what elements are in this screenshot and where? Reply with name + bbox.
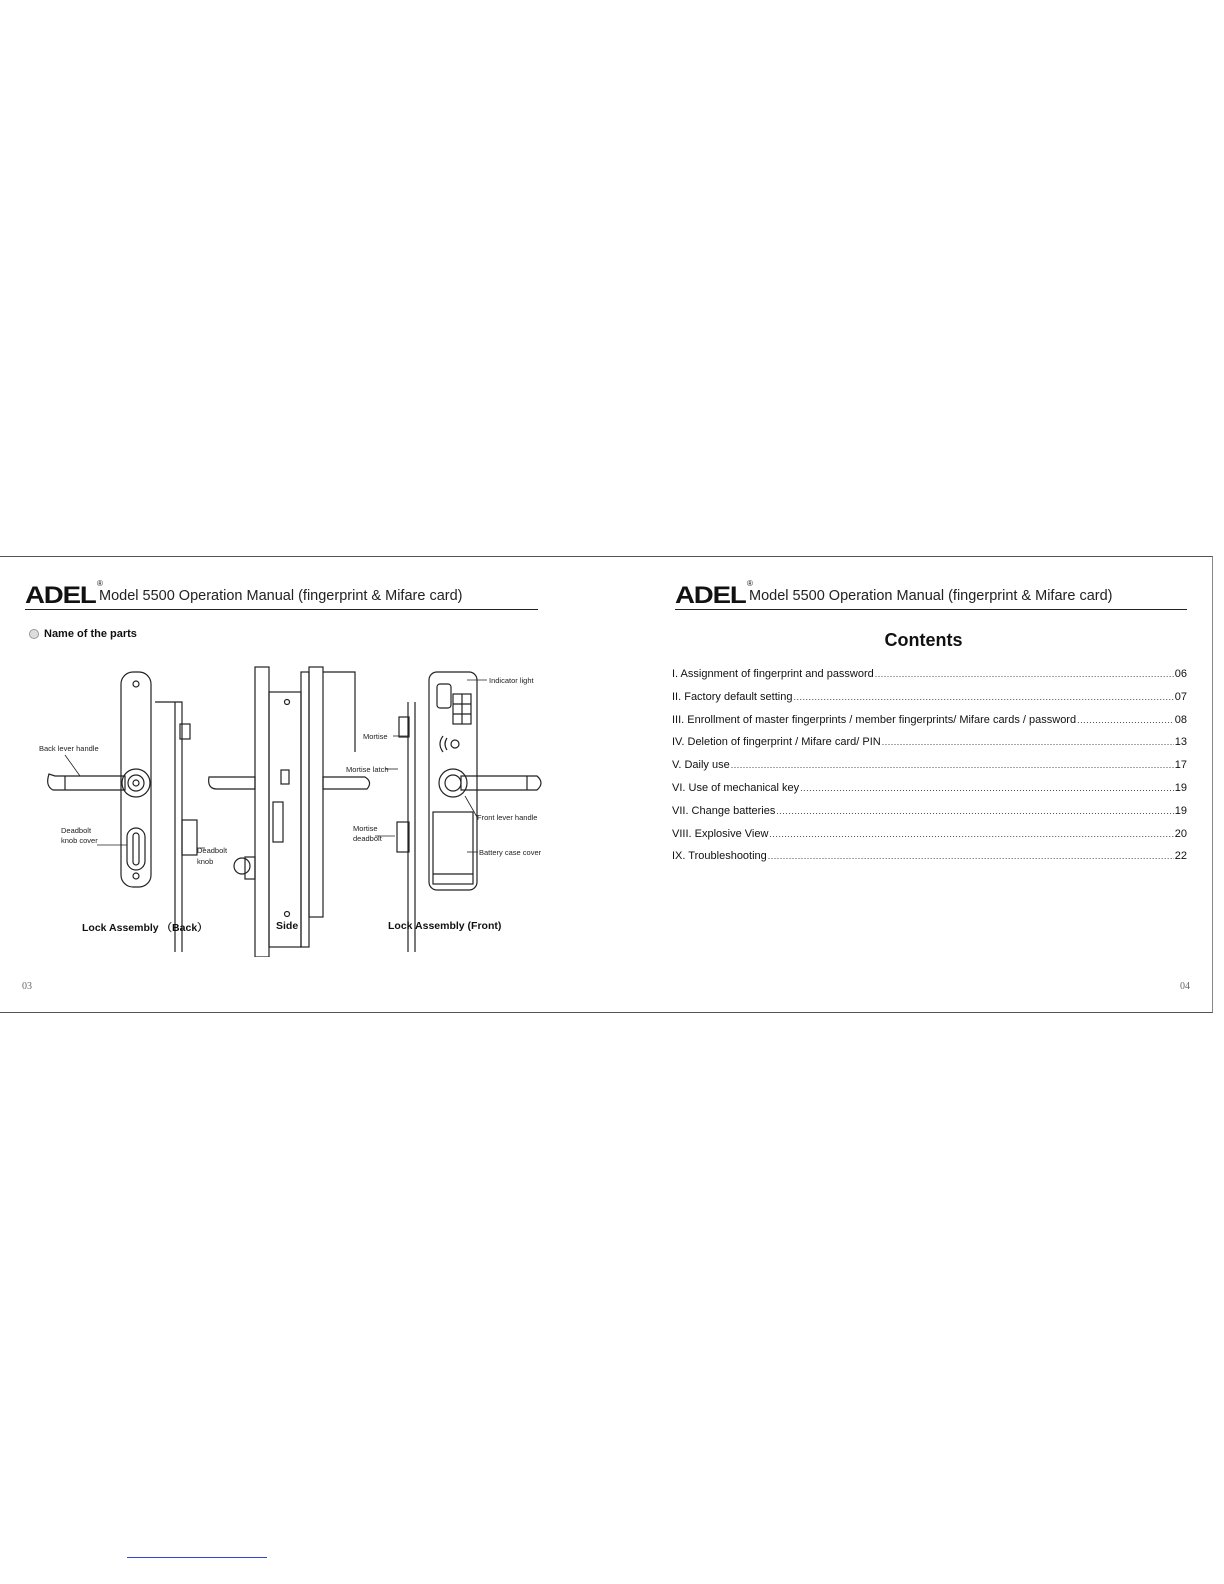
toc-entry[interactable]: V. Daily use ..... 17 (672, 759, 1187, 782)
hyperlink-underline[interactable] (127, 1557, 267, 1558)
caption-front: Lock Assembly (Front) (388, 920, 502, 932)
caption-side: Side (276, 920, 299, 932)
contents-title: Contents (884, 630, 963, 650)
caption-back: Lock Assembly （Back） (82, 922, 208, 934)
toc-entry[interactable]: III. Enrollment of master fingerprints / member fingerprints/ Mifare cards / password ..... 08 (672, 714, 1187, 737)
label-deadbolt-knob-1: Deadbolt (197, 846, 228, 855)
table-of-contents (672, 668, 1187, 873)
lock-parts-diagram (25, 652, 570, 957)
label-mortise-latch: Mortise latch (346, 765, 389, 774)
toc-entry[interactable]: VIII. Explosive View ..... 20 (672, 828, 1187, 851)
label-deadbolt-knob-cover-2: knob cover (61, 836, 98, 845)
toc-entry[interactable]: IX. Troubleshooting ..... 22 (672, 850, 1187, 873)
page-right (650, 557, 1212, 1012)
label-battery-case-cover: Battery case cover (479, 848, 542, 857)
label-indicator-light: Indicator light (489, 676, 534, 685)
page-left (0, 557, 600, 1012)
toc-entry[interactable]: I. Assignment of fingerprint and password ..... 06 (672, 668, 1187, 691)
page-number: 04 (1180, 981, 1190, 992)
section-title: Name of the parts (29, 628, 137, 640)
manual-title: Model 5500 Operation Manual (fingerprint & Mifare card) (99, 588, 463, 604)
brand-logo: ADEL (675, 582, 746, 609)
back-lever-handle (48, 774, 125, 790)
side-plate-left (255, 667, 269, 957)
page-header (25, 579, 538, 610)
registered-mark: ® (97, 579, 103, 588)
page-header (675, 579, 1187, 610)
brand-logo: ADEL (25, 582, 96, 609)
registered-mark: ® (747, 579, 753, 588)
toc-entry[interactable]: IV. Deletion of fingerprint / Mifare card/ PIN ..... 13 (672, 736, 1187, 759)
front-lever-handle (461, 776, 541, 790)
toc-entry[interactable]: VII. Change batteries ..... 19 (672, 805, 1187, 828)
fingerprint-sensor (437, 684, 451, 708)
bullet-icon (29, 629, 39, 639)
deadbolt-knob-cover (127, 828, 145, 870)
label-deadbolt-knob-2: knob (197, 857, 214, 866)
toc-entry[interactable]: VI. Use of mechanical key ..... 19 (672, 782, 1187, 805)
label-mortise-deadbolt-1: Mortise (353, 824, 378, 833)
page-number: 03 (22, 981, 32, 992)
label-back-lever-handle: Back lever handle (39, 744, 99, 753)
label-mortise-deadbolt-2: deadbolt (353, 834, 382, 843)
toc-entry[interactable]: II. Factory default setting ..... 07 (672, 691, 1187, 714)
label-deadbolt-knob-cover-1: Deadbolt (61, 826, 92, 835)
battery-case (433, 812, 473, 884)
label-mortise: Mortise (363, 732, 388, 741)
card-reader-icon (440, 736, 447, 752)
label-front-lever-handle: Front lever handle (477, 813, 538, 822)
manual-title: Model 5500 Operation Manual (fingerprint & Mifare card) (749, 588, 1113, 604)
manual-spread (0, 556, 1213, 1013)
